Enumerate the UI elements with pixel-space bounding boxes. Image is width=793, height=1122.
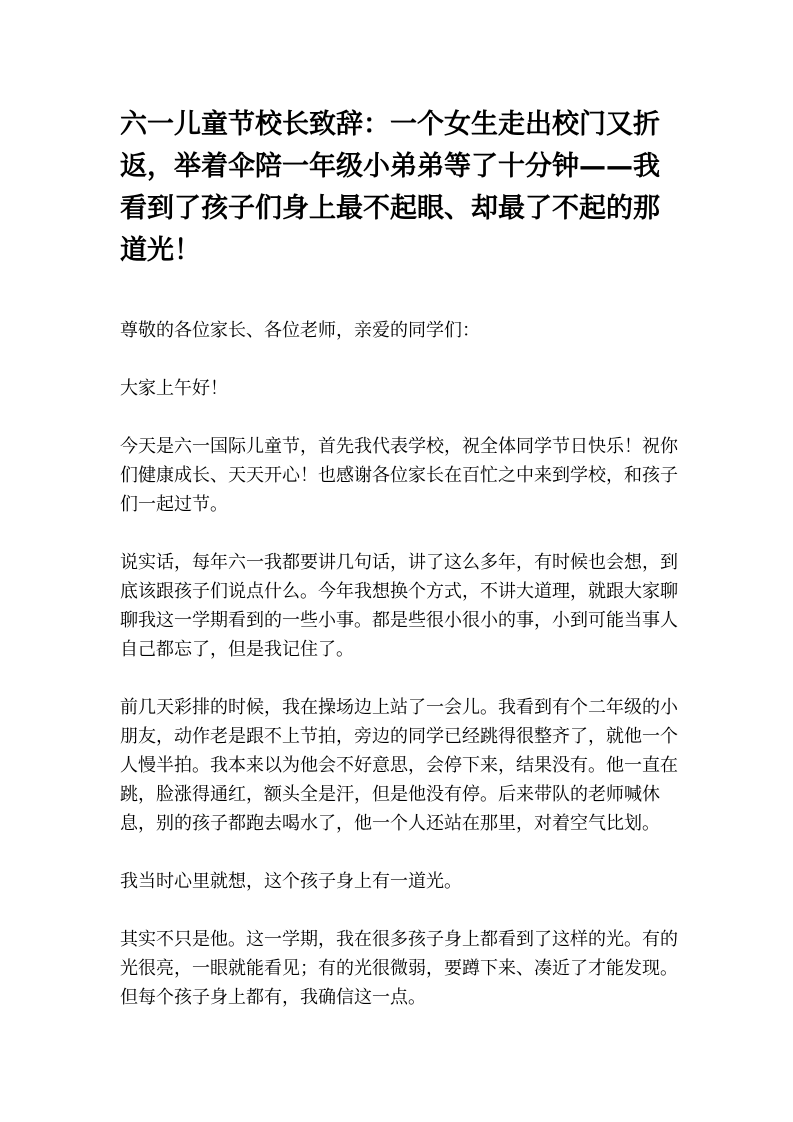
paragraph-festival-wishes: 今天是六一国际儿童节，首先我代表学校，祝全体同学节日快乐！祝你们健康成长、天天开心！也感谢各位家长在百忙之中来到学校，和孩子们一起过节。 [120, 436, 678, 515]
paragraph-salutation: 尊敬的各位家长、各位老师，亲爱的同学们： [120, 320, 480, 341]
paragraph-intro: 说实话，每年六一我都要讲几句话，讲了这么多年，有时候也会想，到底该跟孩子们说点什么。今年我想换个方式，不讲大道理，就跟大家聊聊我这一学期看到的一些小事。都是些很小很小的事，小到可能当事人自己都忘了，但是我记住了。 [120, 552, 678, 660]
paragraph-greeting: 大家上午好！ [120, 378, 228, 399]
paragraph-light-thought: 我当时心里就想，这个孩子身上有一道光。 [120, 871, 462, 892]
document-body [120, 316, 680, 1041]
paragraph-every-child: 其实不只是他。这一学期，我在很多孩子身上都看到了这样的光。有的光很亮，一眼就能看见；有的光很微弱，要蹲下来、凑近了才能发现。但每个孩子身上都有，我确信这一点。 [120, 929, 678, 1008]
paragraph-rehearsal-story: 前几天彩排的时候，我在操场边上站了一会儿。我看到有个二年级的小朋友，动作老是跟不上节拍，旁边的同学已经跳得很整齐了，就他一个人慢半拍。我本来以为他会不好意思，会停下来，结果没有。他一直在跳，脸涨得通红，额头全是汗，但是他没有停。后来带队的老师喊休息，别的孩子都跑去喝水了，他一个人还站在那里，对着空气比划。 [120, 697, 678, 834]
document-title: 六一儿童节校长致辞：一个女生走出校门又折返，举着伞陪一年级小弟弟等了十分钟——我看到了孩子们身上最不起眼、却最了不起的那道光！ [120, 109, 660, 266]
